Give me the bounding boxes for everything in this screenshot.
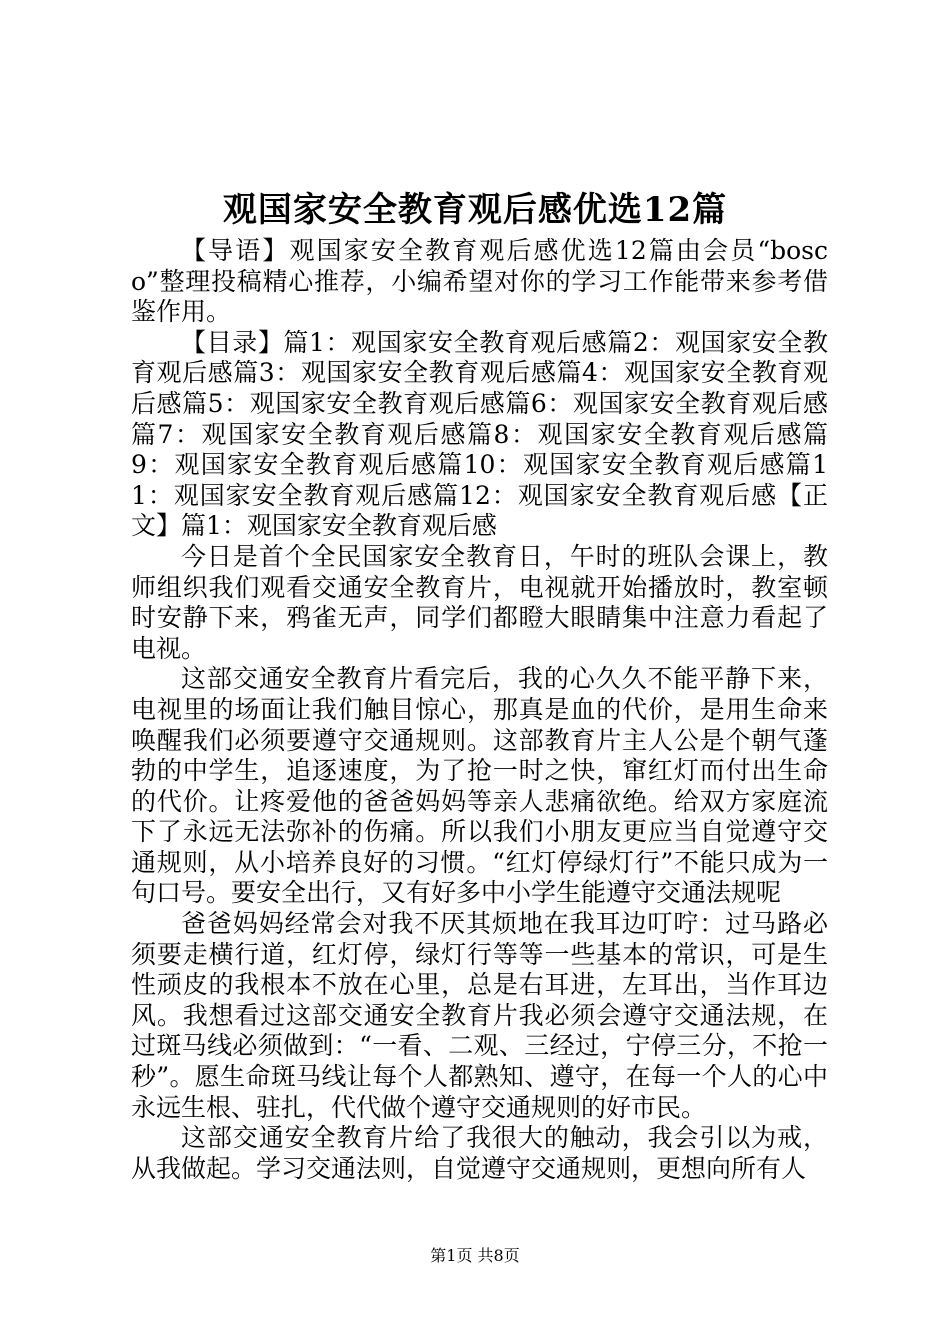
document-title: 观国家安全教育观后感优选12篇 xyxy=(222,190,728,230)
page-footer: 第1页 共8页 xyxy=(430,1246,520,1265)
document-body xyxy=(131,236,828,1184)
paragraph-body: 今日是首个全民国家安全教育日，午时的班队会课上，教师组织我们观看交通安全教育片，电视就开始播放时，教室顿时安静下来，鸦雀无声，同学们都瞪大眼睛集中注意力看起了电视。 xyxy=(131,541,828,663)
paragraph-body: 这部交通安全教育片给了我很大的触动，我会引以为戒，从我做起。学习交通法则，自觉遵守交通规则，更想向所有人 xyxy=(131,1123,828,1183)
paragraph-body: 爸爸妈妈经常会对我不厌其烦地在我耳边叮咛：过马路必须要走横行道，红灯停，绿灯行等等一些基本的常识，可是生性顽皮的我根本不放在心里，总是右耳进，左耳出，当作耳边风。我想看过这部交通安全教育片我必须会遵守交通法规，在过斑马线必须做到：“一看、二观、三经过，宁停三分，不抢一秒”。愿生命斑马线让每个人都熟知、遵守，在每一个人的心中永远生根、驻扎，代代做个遵守交通规则的好市民。 xyxy=(131,909,828,1122)
paragraph-body: 这部交通安全教育片看完后，我的心久久不能平静下来，电视里的场面让我们触目惊心，那真是血的代价，是用生命来唤醒我们必须要遵守交通规则。这部教育片主人公是个朝气蓬勃的中学生，追逐速度，为了抢一时之快，窜红灯而付出生命的代价。让疼爱他的爸爸妈妈等亲人悲痛欲绝。给双方家庭流下了永远无法弥补的伤痛。所以我们小朋友更应当自觉遵守交通规则，从小培养良好的习惯。“红灯停绿灯行”不能只成为一句口号。要安全出行，又有好多中小学生能遵守交通法规呢 xyxy=(131,664,828,908)
paragraph-intro: 【导语】观国家安全教育观后感优选12篇由会员“bosco”整理投稿精心推荐，小编希望对你的学习工作能带来参考借鉴作用。 xyxy=(131,236,828,327)
paragraph-toc: 【目录】篇1：观国家安全教育观后感篇2：观国家安全教育观后感篇3：观国家安全教育观后感篇4：观国家安全教育观后感篇5：观国家安全教育观后感篇6：观国家安全教育观后感篇7：观国家安全教育观后感篇8：观国家安全教育观后感篇9：观国家安全教育观后感篇10：观国家安全教育观后感篇11：观国家安全教育观后感篇12：观国家安全教育观后感【正文】篇1：观国家安全教育观后感 xyxy=(131,327,828,541)
